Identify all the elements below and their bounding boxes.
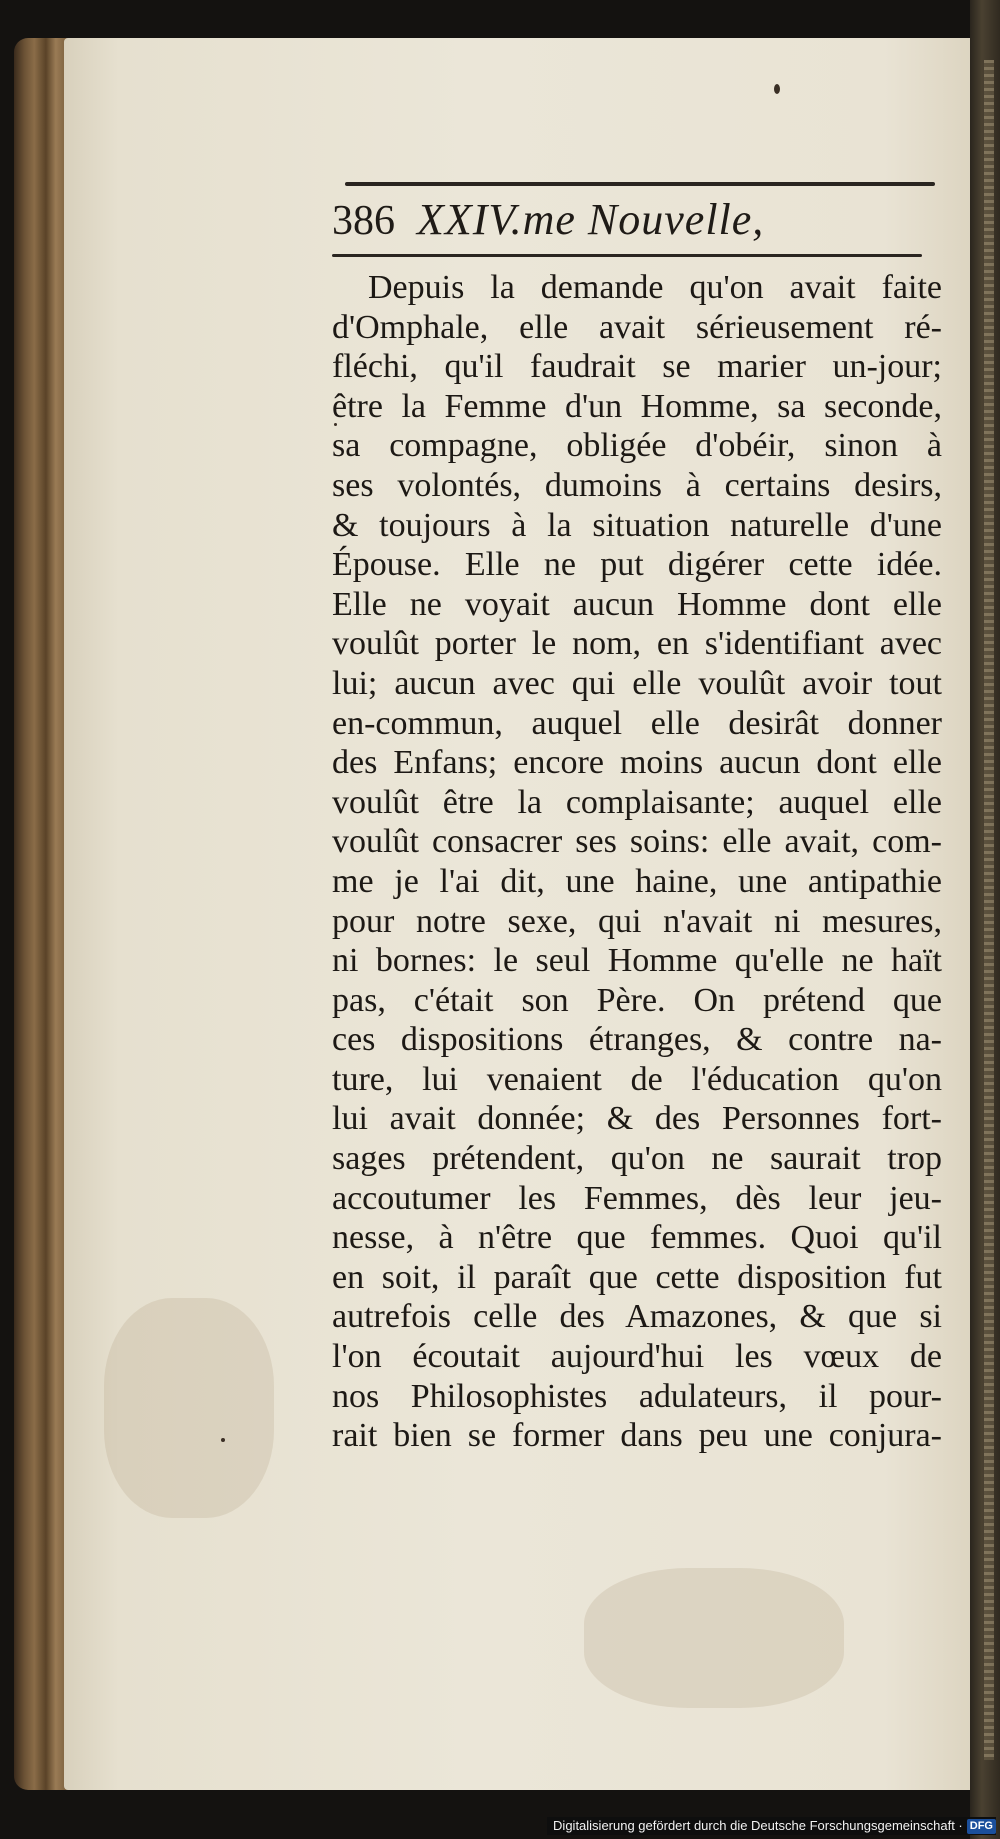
text-line: lui; aucun avec qui elle voulût avoir tout xyxy=(332,664,942,702)
text-line: me je l'ai dit, une haine, une antipathie xyxy=(332,862,942,900)
text-line: accoutumer les Femmes, dès leur jeu- xyxy=(332,1179,942,1217)
text-line: Épouse. Elle ne put digérer cette idée. xyxy=(332,546,942,584)
text-line: & toujours à la situation naturelle d'une xyxy=(332,506,942,544)
text-line: autrefois celle des Amazones, & que si xyxy=(332,1298,942,1336)
page-stack-edge xyxy=(970,0,1000,1839)
text-line: Elle ne voyait aucun Homme dont elle xyxy=(332,585,942,623)
text-line: Depuis la demande qu'on avait faite xyxy=(368,269,942,306)
text-line: rait bien se former dans peu une conjura- xyxy=(332,1417,942,1455)
body-text xyxy=(332,268,942,1456)
paper-stain xyxy=(584,1568,844,1708)
running-title: XXIV.me Nouvelle, xyxy=(417,195,765,244)
ink-spot xyxy=(774,84,780,94)
text-line: fléchi, qu'il faudrait se marier un-jour; xyxy=(332,348,942,386)
text-line: ces dispositions étranges, & contre na- xyxy=(332,1021,942,1059)
paper-stain xyxy=(104,1298,274,1518)
header-bottom-rule xyxy=(332,254,922,257)
text-line: nos Philosophistes adulateurs, il pour- xyxy=(332,1377,942,1415)
text-line: ture, lui venaient de l'éducation qu'on xyxy=(332,1060,942,1098)
digitization-credit xyxy=(547,1817,996,1835)
page-number: 386 xyxy=(332,198,395,244)
text-line: en soit, il paraît que cette disposition fut xyxy=(332,1258,942,1296)
running-head xyxy=(332,186,932,254)
text-line: ses volontés, dumoins à certains desirs, xyxy=(332,466,942,504)
text-line: des Enfans; encore moins aucun dont elle xyxy=(332,744,942,782)
text-line: l'on écoutait aujourd'hui les vœux de xyxy=(332,1338,942,1376)
text-line: sages prétendent, qu'on ne saurait trop xyxy=(332,1140,942,1178)
text-line: voulût être la complaisante; auquel elle xyxy=(332,783,942,821)
text-line: lui avait donnée; & des Personnes fort- xyxy=(332,1100,942,1138)
text-line: voulût porter le nom, en s'identifiant avec xyxy=(332,625,942,663)
ink-spot xyxy=(221,1438,225,1442)
page-stack-stripes xyxy=(984,60,994,1760)
text-line: ni bornes: le seul Homme qu'elle ne haït xyxy=(332,942,942,980)
text-line: voulût consacrer ses soins: elle avait, com- xyxy=(332,823,942,861)
credit-text: Digitalisierung gefördert durch die Deutsche Forschungsgemeinschaft · xyxy=(553,1818,963,1833)
text-line: d'Omphale, elle avait sérieusement ré- xyxy=(332,308,942,346)
text-line: en-commun, auquel elle desirât donner xyxy=(332,704,942,742)
dfg-logo: DFG xyxy=(967,1819,996,1834)
text-line: sa compagne, obligée d'obéir, sinon à xyxy=(332,427,942,465)
text-line: nesse, à n'être que femmes. Quoi qu'il xyxy=(332,1219,942,1257)
text-line: pour notre sexe, qui n'avait ni mesures, xyxy=(332,902,942,940)
text-line: pas, c'était son Père. On prétend que xyxy=(332,981,942,1019)
text-line: être la Femme d'un Homme, sa seconde, xyxy=(332,387,942,425)
